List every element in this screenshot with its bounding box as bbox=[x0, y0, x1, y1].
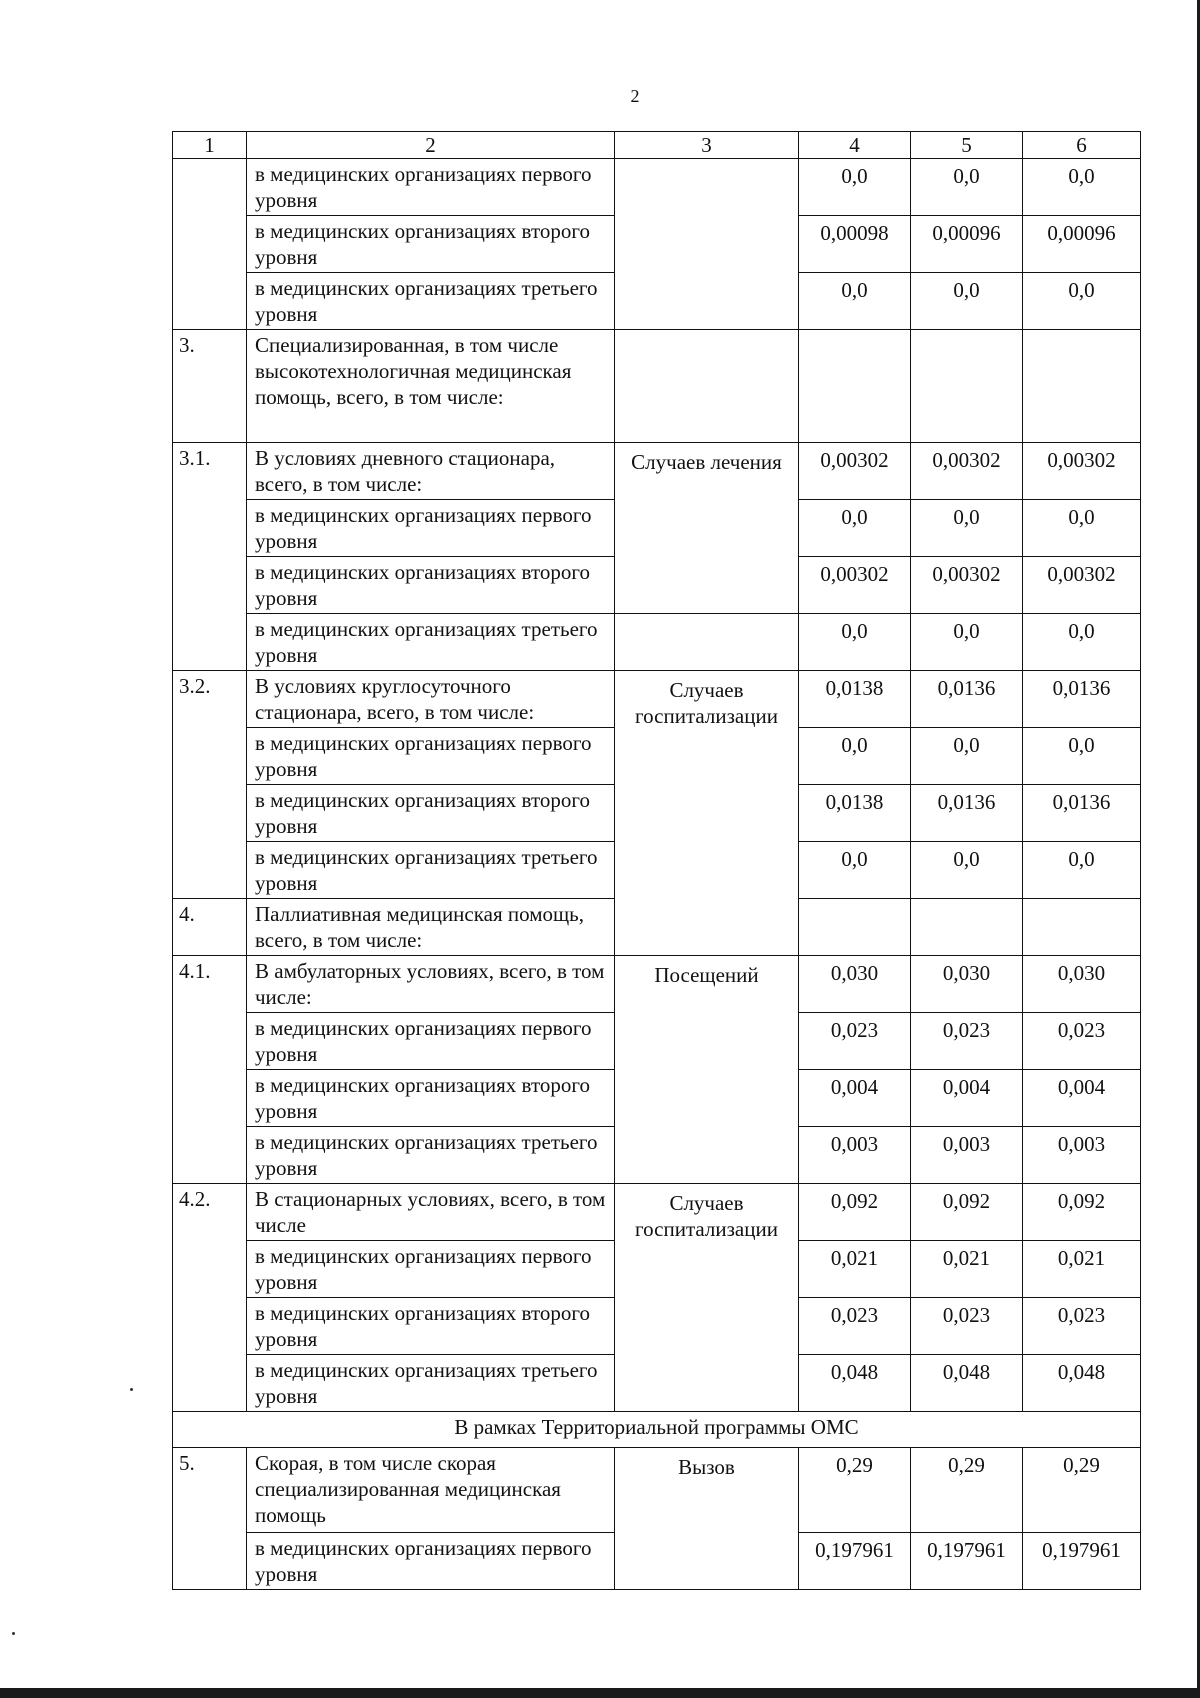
value-cell: 0,29 bbox=[799, 1448, 911, 1533]
data-table bbox=[172, 131, 1141, 1590]
value-cell: 0,092 bbox=[911, 1184, 1023, 1241]
description-cell: В условиях дневного стационара, всего, в том числе: bbox=[247, 443, 615, 500]
value-cell: 0,29 bbox=[911, 1448, 1023, 1533]
table-row bbox=[173, 159, 1141, 216]
description-cell: в медицинских организациях первого уровня bbox=[247, 500, 615, 557]
value-cell: 0,003 bbox=[1023, 1127, 1141, 1184]
column-header: 3 bbox=[615, 132, 799, 159]
value-cell: 0,29 bbox=[1023, 1448, 1141, 1533]
description-cell: в медицинских организациях третьего уровня bbox=[247, 1127, 615, 1184]
value-cell bbox=[799, 330, 911, 443]
value-cell: 0,0 bbox=[911, 273, 1023, 330]
unit-cell: Случаев лечения bbox=[615, 443, 799, 614]
value-cell: 0,00302 bbox=[1023, 557, 1141, 614]
column-header: 6 bbox=[1023, 132, 1141, 159]
description-cell: в медицинских организациях первого уровня bbox=[247, 1241, 615, 1298]
value-cell: 0,0 bbox=[911, 842, 1023, 899]
value-cell: 0,0 bbox=[799, 728, 911, 785]
value-cell: 0,021 bbox=[799, 1241, 911, 1298]
description-cell: В условиях круглосуточного стационара, всего, в том числе: bbox=[247, 671, 615, 728]
description-cell: в медицинских организациях третьего уровня bbox=[247, 614, 615, 671]
row-number-cell: 4. bbox=[173, 899, 247, 956]
value-cell bbox=[1023, 899, 1141, 956]
value-cell: 0,0 bbox=[799, 842, 911, 899]
value-cell: 0,00302 bbox=[911, 443, 1023, 500]
scan-speck bbox=[130, 1388, 133, 1391]
row-number-cell: 3.2. bbox=[173, 671, 247, 899]
unit-cell: Посещений bbox=[615, 956, 799, 1184]
value-cell: 0,0 bbox=[1023, 273, 1141, 330]
value-cell: 0,0 bbox=[799, 273, 911, 330]
value-cell: 0,0 bbox=[799, 159, 911, 216]
value-cell: 0,048 bbox=[1023, 1355, 1141, 1412]
value-cell: 0,021 bbox=[911, 1241, 1023, 1298]
value-cell: 0,0 bbox=[1023, 614, 1141, 671]
row-number-cell: 4.2. bbox=[173, 1184, 247, 1412]
description-cell: в медицинских организациях первого уровня bbox=[247, 728, 615, 785]
table-row bbox=[173, 1184, 1141, 1241]
section-title-row bbox=[173, 1412, 1141, 1448]
value-cell: 0,0136 bbox=[1023, 671, 1141, 728]
description-cell: в медицинских организациях третьего уровня bbox=[247, 1355, 615, 1412]
value-cell: 0,197961 bbox=[799, 1533, 911, 1590]
value-cell: 0,092 bbox=[799, 1184, 911, 1241]
value-cell: 0,0136 bbox=[911, 671, 1023, 728]
description-cell: в медицинских организациях второго уровня bbox=[247, 1298, 615, 1355]
description-cell: в медицинских организациях второго уровня bbox=[247, 785, 615, 842]
description-cell: в медицинских организациях первого уровня bbox=[247, 159, 615, 216]
value-cell: 0,023 bbox=[799, 1298, 911, 1355]
value-cell: 0,00302 bbox=[1023, 443, 1141, 500]
value-cell: 0,0 bbox=[1023, 500, 1141, 557]
table-row bbox=[173, 614, 1141, 671]
section-title: В рамках Территориальной программы ОМС bbox=[173, 1412, 1141, 1448]
description-cell: в медицинских организациях второго уровня bbox=[247, 1070, 615, 1127]
unit-cell: Случаев госпитализации bbox=[615, 1184, 799, 1412]
description-cell: Специализированная, в том числе высокотехнологичная медицинская помощь, всего, в том числе: bbox=[247, 330, 615, 443]
value-cell: 0,0 bbox=[911, 614, 1023, 671]
value-cell: 0,0136 bbox=[911, 785, 1023, 842]
description-cell: В амбулаторных условиях, всего, в том числе: bbox=[247, 956, 615, 1013]
column-header: 2 bbox=[247, 132, 615, 159]
unit-cell: Вызов bbox=[615, 1448, 799, 1590]
scan-edge-bottom bbox=[0, 1688, 1200, 1698]
table-row bbox=[173, 330, 1141, 443]
value-cell: 0,004 bbox=[911, 1070, 1023, 1127]
value-cell: 0,030 bbox=[911, 956, 1023, 1013]
description-cell: Скорая, в том числе скорая специализированная медицинская помощь bbox=[247, 1448, 615, 1533]
value-cell: 0,023 bbox=[799, 1013, 911, 1070]
value-cell: 0,197961 bbox=[1023, 1533, 1141, 1590]
value-cell: 0,00096 bbox=[911, 216, 1023, 273]
value-cell: 0,00096 bbox=[1023, 216, 1141, 273]
unit-cell bbox=[615, 159, 799, 330]
value-cell: 0,004 bbox=[1023, 1070, 1141, 1127]
value-cell: 0,197961 bbox=[911, 1533, 1023, 1590]
description-cell: в медицинских организациях первого уровня bbox=[247, 1533, 615, 1590]
value-cell: 0,0 bbox=[911, 159, 1023, 216]
value-cell: 0,023 bbox=[1023, 1298, 1141, 1355]
value-cell: 0,0 bbox=[799, 614, 911, 671]
value-cell: 0,0 bbox=[1023, 159, 1141, 216]
value-cell: 0,0 bbox=[1023, 728, 1141, 785]
value-cell: 0,004 bbox=[799, 1070, 911, 1127]
description-cell: в медицинских организациях первого уровня bbox=[247, 1013, 615, 1070]
value-cell bbox=[911, 330, 1023, 443]
description-cell: в медицинских организациях второго уровня bbox=[247, 216, 615, 273]
value-cell: 0,048 bbox=[911, 1355, 1023, 1412]
unit-cell bbox=[615, 614, 799, 671]
header-row bbox=[173, 132, 1141, 159]
value-cell bbox=[799, 899, 911, 956]
description-cell: Паллиативная медицинская помощь, всего, в том числе: bbox=[247, 899, 615, 956]
column-header: 1 bbox=[173, 132, 247, 159]
unit-cell: Случаев госпитализации bbox=[615, 671, 799, 956]
description-cell: в медицинских организациях третьего уровня bbox=[247, 842, 615, 899]
table-row bbox=[173, 671, 1141, 728]
value-cell: 0,030 bbox=[799, 956, 911, 1013]
value-cell: 0,0 bbox=[799, 500, 911, 557]
table-row bbox=[173, 1448, 1141, 1533]
value-cell: 0,00302 bbox=[911, 557, 1023, 614]
value-cell: 0,023 bbox=[911, 1013, 1023, 1070]
value-cell: 0,0136 bbox=[1023, 785, 1141, 842]
value-cell: 0,092 bbox=[1023, 1184, 1141, 1241]
value-cell: 0,00302 bbox=[799, 443, 911, 500]
value-cell: 0,048 bbox=[799, 1355, 911, 1412]
row-number-cell bbox=[173, 159, 247, 330]
table-row bbox=[173, 443, 1141, 500]
row-number-cell: 3. bbox=[173, 330, 247, 443]
value-cell: 0,003 bbox=[799, 1127, 911, 1184]
row-number-cell: 3.1. bbox=[173, 443, 247, 671]
unit-cell bbox=[615, 330, 799, 443]
value-cell: 0,0 bbox=[911, 728, 1023, 785]
value-cell: 0,0138 bbox=[799, 671, 911, 728]
value-cell: 0,021 bbox=[1023, 1241, 1141, 1298]
value-cell bbox=[1023, 330, 1141, 443]
column-header: 4 bbox=[799, 132, 911, 159]
scan-speck bbox=[12, 1632, 15, 1635]
description-cell: в медицинских организациях второго уровня bbox=[247, 557, 615, 614]
value-cell: 0,023 bbox=[911, 1298, 1023, 1355]
value-cell bbox=[911, 899, 1023, 956]
row-number-cell: 5. bbox=[173, 1448, 247, 1590]
value-cell: 0,0 bbox=[911, 500, 1023, 557]
value-cell: 0,030 bbox=[1023, 956, 1141, 1013]
description-cell: в медицинских организациях третьего уровня bbox=[247, 273, 615, 330]
table-row bbox=[173, 956, 1141, 1013]
description-cell: В стационарных условиях, всего, в том числе bbox=[247, 1184, 615, 1241]
value-cell: 0,00098 bbox=[799, 216, 911, 273]
row-number-cell: 4.1. bbox=[173, 956, 247, 1184]
value-cell: 0,0 bbox=[1023, 842, 1141, 899]
column-header: 5 bbox=[911, 132, 1023, 159]
value-cell: 0,00302 bbox=[799, 557, 911, 614]
value-cell: 0,023 bbox=[1023, 1013, 1141, 1070]
value-cell: 0,003 bbox=[911, 1127, 1023, 1184]
value-cell: 0,0138 bbox=[799, 785, 911, 842]
page-number: 2 bbox=[630, 86, 640, 106]
